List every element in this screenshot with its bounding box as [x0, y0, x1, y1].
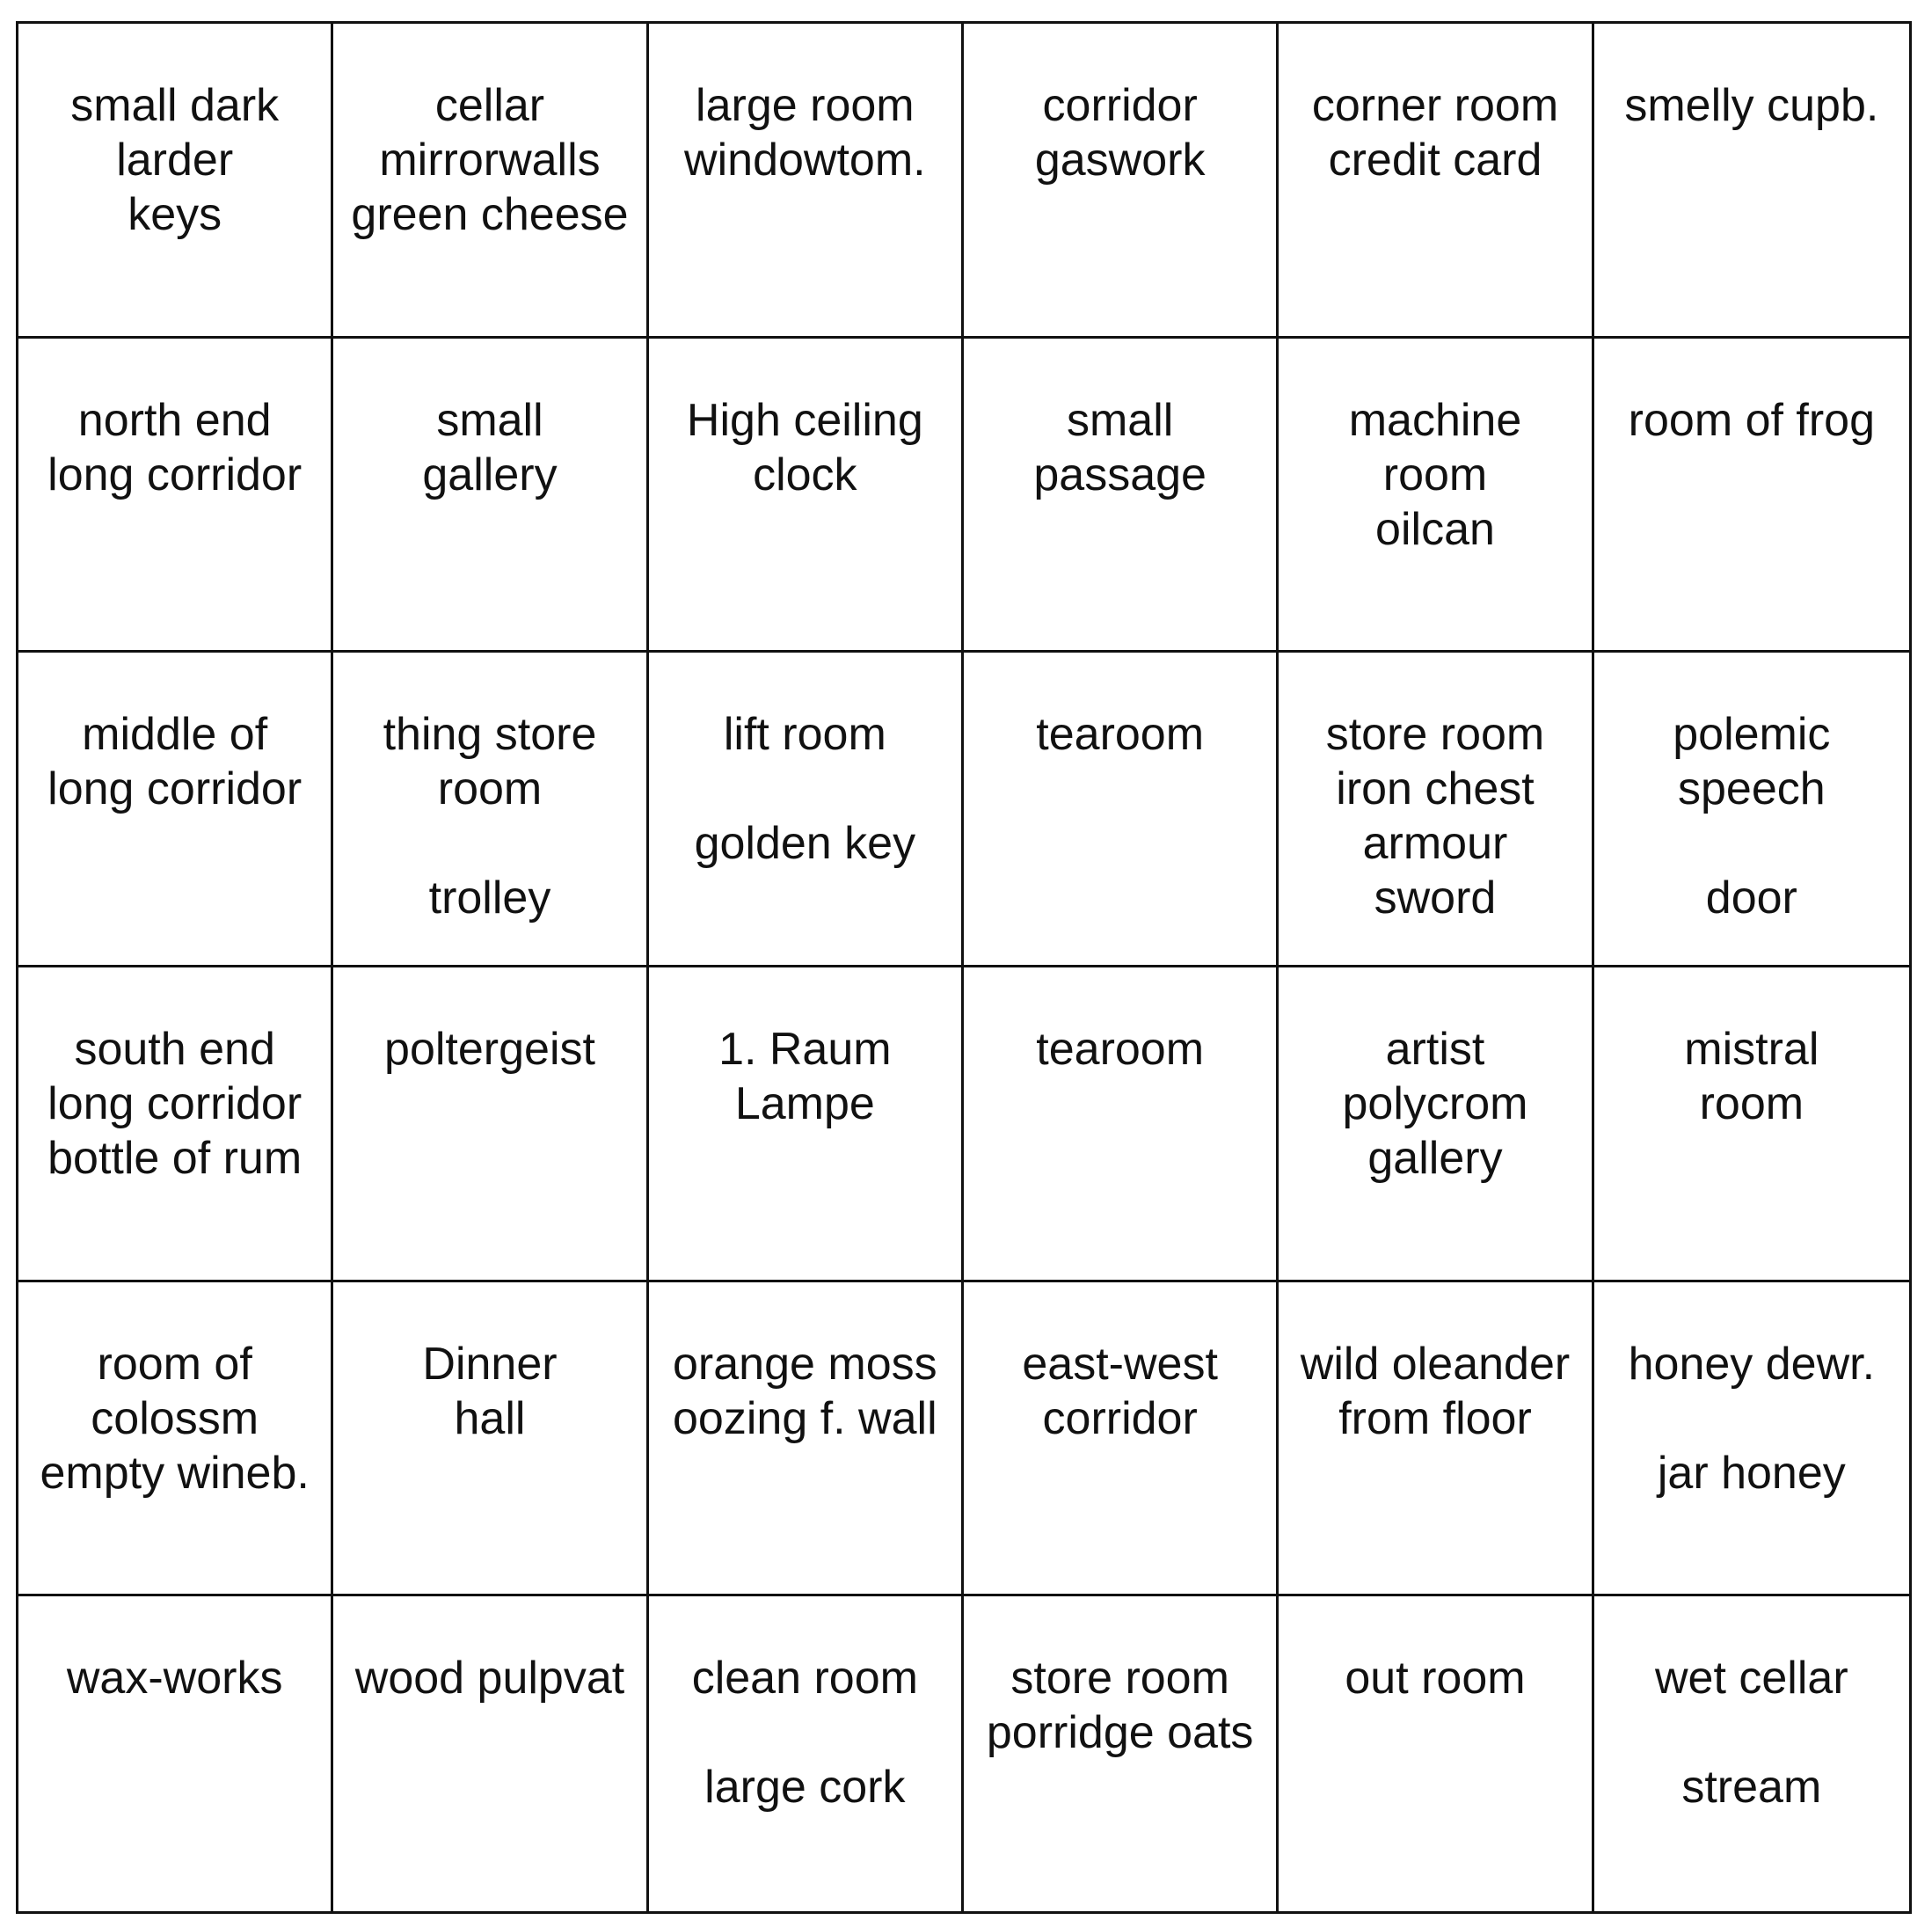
map-cell-r6-c2 [333, 1596, 648, 1911]
map-cell-r6-c5 [1279, 1596, 1593, 1911]
map-cell-r4-c5 [1279, 967, 1593, 1282]
map-cell-r2-c1 [18, 339, 333, 653]
cell-text-line: room [1699, 1077, 1804, 1129]
cell-text-line: from floor [1338, 1392, 1532, 1444]
cell-text-line: oilcan [1375, 503, 1495, 555]
cell-text-line: long corridor [47, 1077, 303, 1129]
cell-text-line: speech [1677, 763, 1826, 815]
cell-text-line: poltergeist [384, 1023, 595, 1075]
cell-text-line: room of [97, 1338, 252, 1390]
map-cell-r2-c3 [649, 339, 964, 653]
cell-text-line: small [436, 394, 543, 446]
cell-text-line: room of frog [1628, 394, 1875, 446]
cell-text-line: room [437, 763, 543, 815]
cell-text-line: room [1382, 449, 1488, 500]
map-cell-r1-c4 [964, 24, 1279, 339]
cell-text-line: large room [696, 80, 915, 131]
cell-text-line: windowtom. [684, 135, 926, 186]
map-cell-r5-c3 [649, 1282, 964, 1597]
map-cell-r3-c2 [333, 653, 648, 967]
map-cell-r5-c5 [1279, 1282, 1593, 1597]
cell-text-line: sword [1374, 872, 1497, 924]
cell-text-line: gallery [422, 449, 558, 500]
cell-text-line: polycrom [1342, 1077, 1528, 1129]
cell-text-line: north end [77, 394, 272, 446]
map-cell-r4-c1 [18, 967, 333, 1282]
cell-text-line: mistral [1684, 1023, 1819, 1075]
cell-text-line: artist [1385, 1023, 1485, 1075]
cell-text-line: thing store [383, 709, 597, 761]
cell-text-line: gaswork [1034, 135, 1206, 186]
cell-text-line: hall [454, 1392, 526, 1444]
cell-text-line: tearoom [1036, 709, 1205, 761]
cell-text-line: honey dewr. [1628, 1338, 1876, 1390]
cell-text-line: corridor [1042, 1392, 1198, 1444]
cell-text-line: clock [753, 449, 857, 500]
cell-text-line: store room [1325, 709, 1545, 761]
cell-text-line: golden key [694, 818, 916, 870]
cell-text-line: store room [1010, 1653, 1229, 1705]
cell-text-line: credit card [1328, 135, 1542, 186]
map-cell-r3-c5 [1279, 653, 1593, 967]
room-map-grid [16, 21, 1912, 1914]
map-cell-r4-c2 [333, 967, 648, 1282]
map-cell-r2-c6 [1594, 339, 1909, 653]
cell-text-line: smelly cupb. [1624, 80, 1879, 131]
map-cell-r2-c5 [1279, 339, 1593, 653]
map-cell-r2-c4 [964, 339, 1279, 653]
cell-text-line: porridge oats [986, 1707, 1254, 1759]
cell-text-line: Lampe [734, 1077, 875, 1129]
cell-text-line: wet cellar [1655, 1653, 1848, 1705]
cell-text-line: wax-works [66, 1653, 283, 1705]
cell-text-line: corner room [1311, 80, 1559, 131]
cell-text-line: stream [1681, 1762, 1822, 1814]
cell-text-line: middle of [82, 709, 268, 761]
map-cell-r5-c4 [964, 1282, 1279, 1597]
map-cell-r4-c3 [649, 967, 964, 1282]
map-cell-r5-c1 [18, 1282, 333, 1597]
map-cell-r6-c6 [1594, 1596, 1909, 1911]
cell-text-line: armour [1362, 818, 1508, 870]
cell-text-line: clean room [691, 1653, 918, 1705]
cell-text-line: colossm [91, 1392, 259, 1444]
cell-text-line: empty wineb. [40, 1447, 310, 1499]
cell-text-line: door [1705, 872, 1797, 924]
map-cell-r3-c4 [964, 653, 1279, 967]
cell-text-line: small dark [70, 80, 280, 131]
cell-text-line: long corridor [47, 763, 303, 815]
cell-text-line: lift room [723, 709, 886, 761]
map-cell-r3-c3 [649, 653, 964, 967]
cell-text-line: south end [74, 1023, 275, 1075]
cell-text-line: 1. Raum [718, 1023, 892, 1075]
cell-text-line: long corridor [47, 449, 303, 500]
cell-text-line: wild oleander [1300, 1338, 1571, 1390]
cell-text-line: orange moss [673, 1338, 937, 1390]
map-cell-r2-c2 [333, 339, 648, 653]
map-cell-r1-c3 [649, 24, 964, 339]
cell-text-line: larder [116, 135, 234, 186]
cell-text-line: iron chest [1336, 763, 1535, 815]
map-cell-r1-c6 [1594, 24, 1909, 339]
cell-text-line: small [1066, 394, 1174, 446]
map-cell-r4-c6 [1594, 967, 1909, 1282]
cell-text-line: jar honey [1657, 1447, 1846, 1499]
cell-text-line: out room [1345, 1653, 1526, 1705]
cell-text-line: east-west [1022, 1338, 1218, 1390]
cell-text-line: keys [128, 189, 222, 240]
cell-text-line: High ceiling [686, 394, 923, 446]
cell-text-line: corridor [1042, 80, 1198, 131]
cell-text-line: wood pulpvat [354, 1653, 625, 1705]
map-cell-r3-c1 [18, 653, 333, 967]
cell-text-line: Dinner [422, 1338, 558, 1390]
cell-text-line: oozing f. wall [673, 1392, 937, 1444]
cell-text-line: green cheese [351, 189, 629, 240]
map-cell-r1-c2 [333, 24, 648, 339]
cell-text-line: passage [1033, 449, 1207, 500]
cell-text-line: machine [1348, 394, 1522, 446]
cell-text-line: polemic [1673, 709, 1831, 761]
map-cell-r1-c5 [1279, 24, 1593, 339]
map-cell-r3-c6 [1594, 653, 1909, 967]
cell-text-line: large cork [704, 1762, 906, 1814]
cell-text-line: cellar [434, 80, 545, 131]
map-cell-r4-c4 [964, 967, 1279, 1282]
cell-text-line: mirrorwalls [379, 135, 601, 186]
map-cell-r1-c1 [18, 24, 333, 339]
map-cell-r6-c3 [649, 1596, 964, 1911]
map-cell-r6-c1 [18, 1596, 333, 1911]
cell-text-line: bottle of rum [47, 1132, 303, 1184]
map-cell-r6-c4 [964, 1596, 1279, 1911]
cell-text-line: gallery [1367, 1132, 1503, 1184]
cell-text-line: trolley [428, 872, 551, 924]
map-cell-r5-c6 [1594, 1282, 1909, 1597]
cell-text-line: tearoom [1036, 1023, 1205, 1075]
map-cell-r5-c2 [333, 1282, 648, 1597]
